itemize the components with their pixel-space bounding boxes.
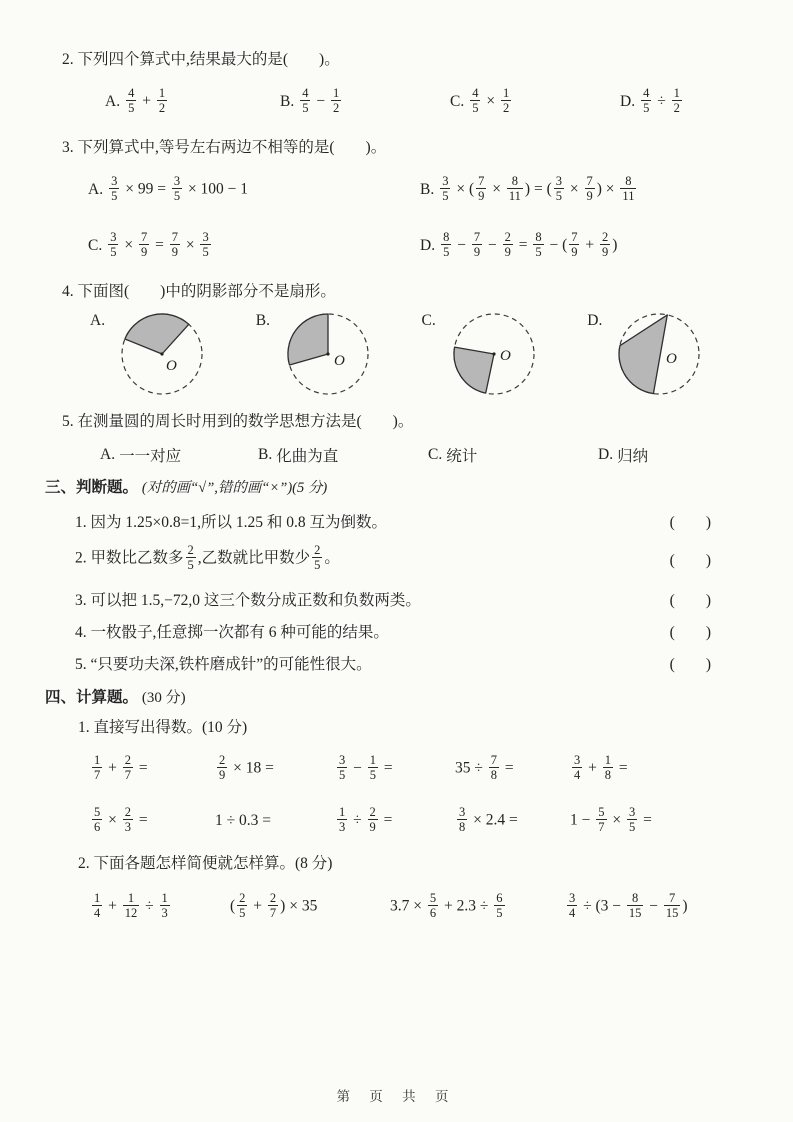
fraction: $\frac{1}{5}$ [369,752,376,782]
section-4-header [45,686,753,710]
option-label: B. [258,446,273,463]
fraction: $\frac{1}{3}$ [339,804,346,834]
fraction: $\frac{3}{5}$ [555,173,562,203]
center-label: O [499,348,511,364]
figure-c [422,308,588,400]
fraction: $\frac{3}{5}$ [173,173,181,203]
option-expression: $\frac{4}{5}$ + $\frac{1}{2}$ [128,85,166,115]
fraction: $\frac{7}{9}$ [586,173,593,203]
fraction: $\frac{3}{5}$ [442,173,449,203]
center-label: O [166,358,177,374]
fraction: $\frac{1}{2}$ [502,85,510,115]
question-2-option-a [105,85,280,116]
fraction: $\frac{3}{5}$ [111,173,118,203]
figure-d [587,308,753,400]
fraction: $\frac{2}{9}$ [504,229,511,259]
judgment-item-1 [45,510,753,532]
option-label: C. [450,93,465,110]
answer-bracket: ( ) [669,592,711,609]
calc-expression: 35 ÷ $\frac{7}{8}$ = [455,752,514,782]
center-label: O [333,353,345,369]
fraction: $\frac{2}{5}$ [239,890,246,920]
question-5-options [100,444,753,464]
fraction: $\frac{1}{7}$ [94,752,101,782]
fraction: $\frac{2}{9}$ [601,229,609,259]
direct-calc-row-2 [90,798,753,844]
option-label: A. [105,93,121,110]
calc-expression: $\frac{2}{9}$ × 18 = [219,752,274,782]
fraction: $\frac{5}{7}$ [598,804,605,834]
section-4-sub1-title: 1. 直接写出得数。(10 分) [78,719,248,736]
fraction: $\frac{3}{5}$ [202,229,209,259]
fraction: $\frac{1}{2}$ [158,85,166,115]
calc-expression: 1 − $\frac{5}{7}$ × $\frac{3}{5}$ = [570,804,652,834]
question-2-option-b [280,85,450,116]
circle-sector-figure [446,308,541,400]
section-4-points: (30 分) [141,690,186,706]
shaded-region [454,347,494,393]
question-3-options [88,168,753,268]
question-5-stem: 5. 在测量圆的周长时用到的数学思想方法是( )。 [62,413,414,430]
question-3-option-a [88,168,420,212]
fraction: $\frac{4}{5}$ [643,85,650,115]
question-2-option-c [450,85,620,116]
fraction: $\frac{3}{5}$ [339,752,346,782]
question-3-stem: 3. 下列算式中,等号左右两边不相等的是( )。 [62,139,387,156]
fraction: $\frac{2}{7}$ [124,752,131,782]
question-5-option-c [428,444,598,466]
option-expression: $\frac{3}{5}$ × 99 = $\frac{3}{5}$ × 100 − 1 [111,173,249,203]
calc-expression: $\frac{1}{3}$ ÷ $\frac{2}{9}$ = [339,804,393,834]
calc-expression: $\frac{3}{4}$ + $\frac{1}{8}$ = [574,752,628,782]
question-3-option-b [420,168,753,212]
direct-calc-row-1 [90,746,753,792]
fraction: $\frac{4}{5}$ [128,85,135,115]
section-3-title: 三、判断题。 [45,479,139,496]
fraction: $\frac{6}{5}$ [496,890,503,920]
fraction: $\frac{1}{2}$ [332,85,340,115]
option-label: C. [88,237,103,254]
option-text: 化曲为直 [276,448,339,465]
answer-bracket: ( ) [669,624,711,641]
fraction: $\frac{7}{9}$ [140,229,148,259]
option-label: D. [420,237,436,254]
simplify-calc-row [90,882,753,932]
circle-sector-figure [280,308,375,400]
option-text: 归纳 [617,448,649,465]
fraction: $\frac{1}{8}$ [604,752,611,782]
option-expression: $\frac{4}{5}$ × $\frac{1}{2}$ [472,85,510,115]
circle-sector-figure [114,308,209,400]
judgment-item-5 [45,652,753,674]
question-2-options [105,80,753,124]
option-text: 一一对应 [119,448,182,465]
question-5-option-a [100,444,258,466]
center-dot [326,352,329,355]
fraction: $\frac{7}{9}$ [478,173,485,203]
question-4-stem: 4. 下面图( )中的阴影部分不是扇形。 [62,283,336,300]
question-4-figures [90,308,753,400]
fraction: $\frac{1}{12}$ [124,890,138,920]
calc-expression: $\frac{3}{4}$ ÷ (3 − $\frac{8}{15}$ − $\frac{7}{15}$ ) [569,890,688,920]
judgment-text: 4. 一枚骰子,任意掷一次都有 6 种可能的结果。 [75,624,389,641]
fraction: $\frac{1}{4}$ [94,890,101,920]
fraction: $\frac{8}{15}$ [628,890,642,920]
calc-expression: ( $\frac{2}{5}$ + $\frac{2}{7}$ ) × 35 [230,890,318,920]
fraction: $\frac{3}{5}$ [629,804,636,834]
fraction: $\frac{1}{3}$ [161,890,168,920]
fraction: $\frac{5}{6}$ [94,804,101,834]
figure-label: C. [421,312,436,329]
fraction: $\frac{3}{4}$ [574,752,581,782]
judgment-text: 5. “只要功夫深,铁杵磨成针”的可能性很大。 [75,656,372,673]
calc-expression: 1 ÷ 0.3 = [215,812,271,829]
fraction: $\frac{2}{5}$ [314,542,321,572]
option-expression: $\frac{4}{5}$ ÷ $\frac{1}{2}$ [643,85,680,115]
question-5-option-b [258,444,428,466]
option-label: A. [88,181,104,198]
section-4-title: 四、计算题。 [45,689,139,706]
fraction: $\frac{8}{11}$ [508,173,521,203]
fraction: $\frac{3}{5}$ [110,229,117,259]
fraction: $\frac{4}{5}$ [302,85,309,115]
shaded-region [125,314,189,354]
option-expression: $\frac{8}{5}$ − $\frac{7}{9}$ − $\frac{2}{9}$ = $\frac{8}{5}$ − ( $\frac{7}{9}$ + $\frac{2}{9}$ ) [443,229,618,259]
question-3-option-d [420,224,753,268]
calc-expression: $\frac{3}{5}$ − $\frac{1}{5}$ = [339,752,393,782]
calc-expression: $\frac{3}{8}$ × 2.4 = [459,804,518,834]
calc-expression: $\frac{5}{6}$ × $\frac{2}{3}$ = [94,804,148,834]
figure-b [256,308,422,400]
option-expression: $\frac{3}{5}$ × $\frac{7}{9}$ = $\frac{7}{9}$ × $\frac{3}{5}$ [110,229,209,259]
fraction: $\frac{8}{5}$ [535,229,542,259]
question-2-option-d [620,85,753,116]
option-label: A. [100,446,116,463]
answer-bracket: ( ) [669,552,711,569]
judgment-text: 3. 可以把 1.5,−72,0 这三个数分成正数和负数两类。 [75,592,421,609]
judgment-text: 2. 甲数比乙数多 $\frac{2}{5}$ ,乙数就比甲数少 $\frac{2}{5}$ 。 [75,542,340,572]
question-3-option-c [88,224,420,268]
judgment-item-2 [45,538,753,580]
fraction: $\frac{4}{5}$ [472,85,479,115]
judgment-text: 1. 因为 1.25×0.8=1,所以 1.25 和 0.8 互为倒数。 [75,514,387,531]
option-label: D. [620,93,636,110]
fraction: $\frac{3}{8}$ [459,804,466,834]
section-3-note: (对的画“√”,错的画“×”)(5 分) [141,480,328,496]
calc-expression: $\frac{1}{4}$ + $\frac{1}{12}$ ÷ $\frac{1}{3}$ [94,890,168,920]
center-dot [492,352,495,355]
fraction: $\frac{1}{2}$ [673,85,680,115]
center-dot [160,352,163,355]
figure-label: B. [255,312,270,329]
fraction: $\frac{8}{5}$ [443,229,450,259]
circle-chord-figure [611,308,706,400]
judgment-item-3 [45,588,753,610]
option-label: C. [428,446,443,463]
fraction: $\frac{2}{5}$ [187,542,194,572]
question-2-stem: 2. 下列四个算式中,结果最大的是( )。 [62,51,340,68]
center-label: O [666,351,678,367]
answer-bracket: ( ) [669,514,711,531]
fraction: $\frac{7}{9}$ [473,229,481,259]
option-expression: $\frac{3}{5}$ × ( $\frac{7}{9}$ × $\frac{8}{11}$ ) = ( $\frac{3}{5}$ × $\frac{7}{9}$ ) × $\frac{8}{11}$ [442,173,635,203]
fraction: $\frac{7}{9}$ [571,229,578,259]
fraction: $\frac{5}{6}$ [429,890,437,920]
fraction: $\frac{3}{4}$ [569,890,576,920]
page-footer: 第 页 共 页 [336,1089,457,1104]
figure-label: D. [587,312,603,329]
option-label: B. [420,181,435,198]
fraction: $\frac{2}{7}$ [269,890,277,920]
calc-expression: $\frac{1}{7}$ + $\frac{2}{7}$ = [94,752,148,782]
shaded-region [288,314,328,365]
fraction: $\frac{7}{15}$ [665,890,679,920]
option-label: B. [280,93,295,110]
fraction: $\frac{2}{9}$ [219,752,226,782]
fraction: $\frac{8}{11}$ [622,173,635,203]
fraction: $\frac{7}{9}$ [171,229,178,259]
section-3-header [45,476,753,500]
fraction: $\frac{2}{9}$ [369,804,376,834]
figure-a [90,308,256,400]
shaded-region [619,315,667,394]
option-text: 统计 [446,448,478,465]
figure-label: A. [90,312,106,329]
section-4-sub2-title: 2. 下面各题怎样简便就怎样算。(8 分) [78,855,333,872]
option-expression: $\frac{4}{5}$ − $\frac{1}{2}$ [302,85,340,115]
question-5-option-d [598,444,753,466]
judgment-item-4 [45,620,753,642]
calc-expression: 3.7 × $\frac{5}{6}$ + 2.3 ÷ $\frac{6}{5}$ [390,890,503,920]
option-label: D. [598,446,614,463]
fraction: $\frac{2}{3}$ [124,804,131,834]
fraction: $\frac{7}{8}$ [490,752,498,782]
answer-bracket: ( ) [669,656,711,673]
